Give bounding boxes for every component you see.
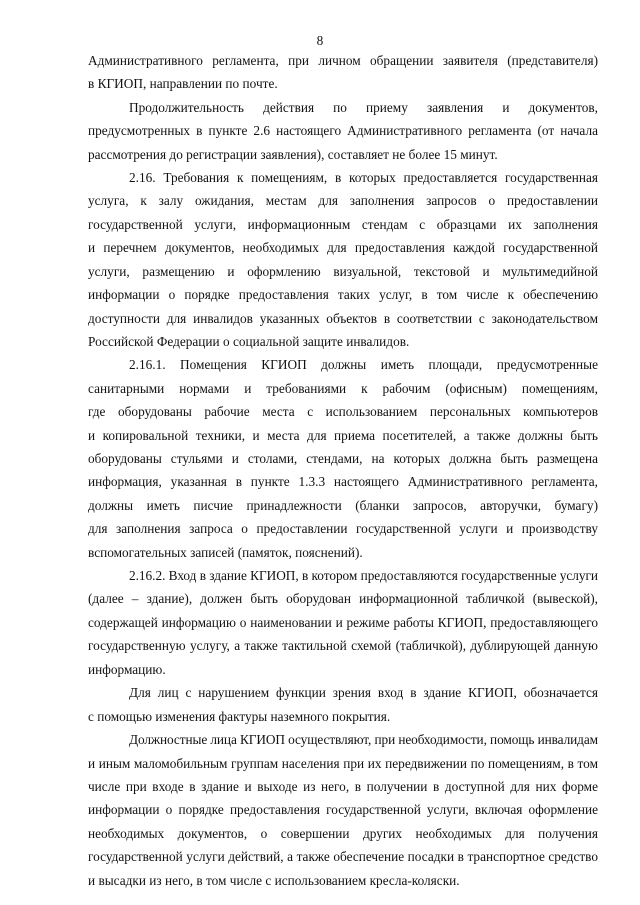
text-line: доступности для инвалидов указанных объектов в соответствии с законодательством [88, 311, 598, 326]
text-line: услуга, к залу ожидания, местам для заполнения запросов о предоставлении [88, 193, 598, 208]
text-line: информацию. [88, 662, 166, 677]
text-line: оборудованы стульями и столами, стендами, на которых должна быть размещена [88, 451, 598, 466]
page-number: 8 [316, 33, 324, 48]
text-line: Для лиц с нарушением функции зрения вход в здание КГИОП, обозначается [129, 685, 598, 700]
text-line: в КГИОП, направлении по почте. [88, 76, 278, 91]
text-line: информации о порядке предоставления государственной услуги, включая оформление [88, 802, 598, 817]
text-line: необходимых документов, о совершении других необходимых для получения [88, 826, 598, 841]
text-line: услуги, размещению и оформлению визуальной, текстовой и мультимедийной [88, 264, 598, 279]
text-line: государственной услуги, информационным стендам с образцами их заполнения [88, 217, 598, 232]
text-line: и копировальной техники, и места для приема посетителей, а также должны быть [88, 428, 598, 443]
text-line: рассмотрения до регистрации заявления), составляет не более 15 минут. [88, 147, 498, 162]
text-line: Должностные лица КГИОП осуществляют, при необходимости, помощь инвалидам [129, 732, 598, 747]
text-line: и перечнем документов, необходимых для предоставления каждой государственной [88, 240, 598, 255]
text-line: государственной услуги действий, а также обеспечение посадки в транспортное средство [88, 849, 598, 864]
text-line: 2.16.2. Вход в здание КГИОП, в котором предоставляются государственные услуги [129, 568, 598, 583]
text-line: Продолжительность действия по приему заявления и документов, [129, 100, 598, 115]
text-line: 2.16.1. Помещения КГИОП должны иметь площади, предусмотренные [129, 357, 598, 372]
text-line: где оборудованы рабочие места с использованием персональных компьютеров [88, 404, 598, 419]
text-line: для заполнения запроса о предоставлении государственной услуги и производству [88, 521, 598, 536]
text-line: Российской Федерации о социальной защите инвалидов. [88, 334, 410, 349]
text-line: предусмотренных в пункте 2.6 настоящего Административного регламента (от начала [88, 123, 598, 138]
text-line: содержащей информацию о наименовании и режиме работы КГИОП, предоставляющего [88, 615, 598, 630]
text-line: и иным маломобильным группам населения при их передвижении по помещениям, в том [88, 756, 598, 771]
text-line: информации о порядке предоставления таких услуг, в том числе к обеспечению [88, 287, 598, 302]
text-line: числе при входе в здание и выходе из него, в получении в доступной для них форме [88, 779, 598, 794]
text-line: информация, указанная в пункте 1.3.3 настоящего Административного регламента, [88, 474, 598, 489]
text-line: государственную услугу, а также тактильной схемой (табличкой), дублирующей данную [88, 638, 598, 653]
text-line: должны иметь писчие принадлежности (бланки запросов, авторучки, бумагу) [88, 498, 598, 513]
text-line: вспомогательных записей (памяток, пояснений). [88, 545, 363, 560]
text-line: санитарными нормами и требованиями к рабочим (офисным) помещениям, [88, 381, 598, 396]
text-line: и высадки из него, в том числе с использованием кресла-коляски. [88, 873, 460, 888]
text-line: (далее – здание), должен быть оборудован информационной табличкой (вывеской), [88, 591, 598, 606]
text-line: Административного регламента, при личном обращении заявителя (представителя) [88, 53, 598, 68]
text-line: 2.16. Требования к помещениям, в которых предоставляется государственная [129, 170, 598, 185]
text-line: с помощью изменения фактуры наземного покрытия. [88, 709, 391, 724]
